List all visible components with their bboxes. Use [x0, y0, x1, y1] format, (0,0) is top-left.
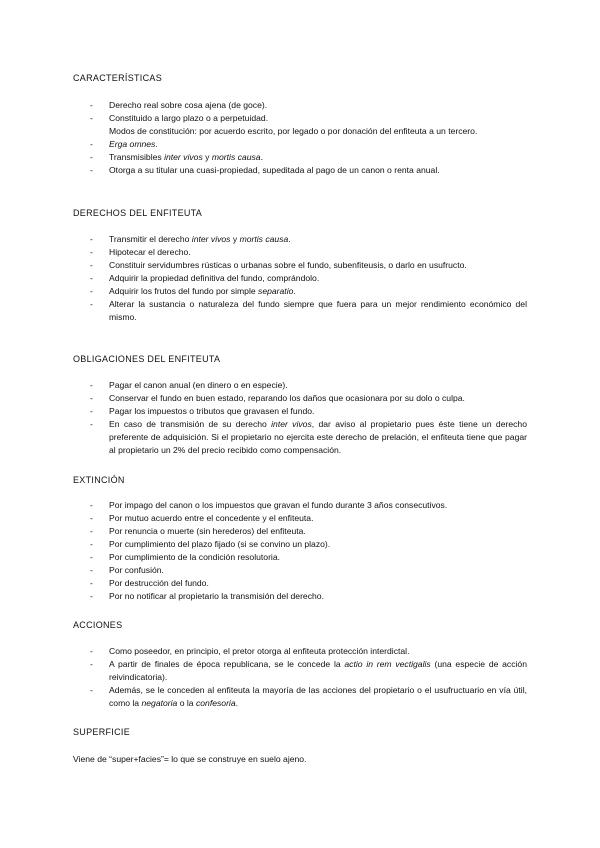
list-item: - Por cumplimiento de la condición resolutoria. [90, 551, 527, 564]
list-item: - Por cumplimiento del plazo fijado (si se convino un plazo). [90, 538, 527, 551]
list-item: - Por no notificar al propietario la transmisión del derecho. [90, 590, 527, 603]
list-item: - Además, se le conceden al enfiteuta la mayoría de las acciones del propietario o el usufructuario en vía útil, como la negatoria o la confesoria. [90, 684, 527, 710]
list-item: - Hipotecar el derecho. [90, 246, 527, 259]
list-obligaciones [90, 379, 527, 457]
section-heading-acciones: ACCIONES [73, 620, 123, 630]
list-item: - Pagar el canon anual (en dinero o en especie). [90, 379, 527, 392]
list-extincion [90, 499, 527, 603]
list-item: - Transmisibles inter vivos y mortis causa. [90, 151, 527, 164]
list-item: - Conservar el fundo en buen estado, reparando los daños que ocasionara por su dolo o culpa. [90, 392, 527, 405]
list-item: - Derecho real sobre cosa ajena (de goce). [90, 99, 527, 112]
list-item: - En caso de transmisión de su derecho inter vivos, dar aviso al propietario pues éste tiene un derecho preferente de adquisición. Si el propietario no ejercita este derecho de prelación, el enfiteuta tiene que pagar al propietario un 2% del precio recibido como compensación. [90, 418, 527, 457]
list-item: - Por impago del canon o los impuestos que gravan el fundo durante 3 años consecutivos. [90, 499, 527, 512]
section-heading-superficie: SUPERFICIE [73, 727, 131, 737]
section-heading-derechos: DERECHOS DEL ENFITEUTA [73, 208, 203, 218]
list-item: - Adquirir la propiedad definitiva del fundo, comprándolo. [90, 272, 527, 285]
list-item: - Por confusión. [90, 564, 527, 577]
list-item: - Pagar los impuestos o tributos que gravasen el fundo. [90, 405, 527, 418]
list-item-continuation: Modos de constitución: por acuerdo escrito, por legado o por donación del enfiteuta a un tercero. [109, 126, 478, 136]
section-heading-extincion: EXTINCIÓN [73, 475, 125, 485]
list-item: - Por destrucción del fundo. [90, 577, 527, 590]
list-item: - Alterar la sustancia o naturaleza del fundo siempre que fuera para un mejor rendimiento económico del mismo. [90, 298, 527, 324]
list-item: - Adquirir los frutos del fundo por simple separatio. [90, 285, 527, 298]
list-acciones [90, 645, 527, 710]
list-item: - Como poseedor, en principio, el pretor otorga al enfiteuta protección interdictal. [90, 645, 527, 658]
list-derechos [90, 233, 527, 324]
list-item: - Otorga a su titular una cuasi-propiedad, supeditada al pago de un canon o renta anual. [90, 164, 527, 177]
list-item: - Erga omnes. [90, 138, 527, 151]
superficie-paragraph: Viene de “super+facies”= lo que se construye en suelo ajeno. [73, 754, 307, 764]
list-item: - Por renuncia o muerte (sin herederos) del enfiteuta. [90, 525, 527, 538]
list-item: - Por mutuo acuerdo entre el concedente y el enfiteuta. [90, 512, 527, 525]
list-caracteristicas [90, 99, 527, 177]
section-heading-caracteristicas: CARACTERÍSTICAS [73, 73, 163, 83]
list-item: - Constituido a largo plazo o a perpetuidad. [90, 112, 527, 125]
list-item: - A partir de finales de época republicana, se le concede la actio in rem vectigalis (una especie de acción reivindicatoria). [90, 658, 527, 684]
section-heading-obligaciones: OBLIGACIONES DEL ENFITEUTA [73, 354, 221, 364]
list-item: - Constituir servidumbres rústicas o urbanas sobre el fundo, subenfiteusis, o darlo en usufructo. [90, 259, 527, 272]
list-item: - Transmitir el derecho inter vivos y mortis causa. [90, 233, 527, 246]
